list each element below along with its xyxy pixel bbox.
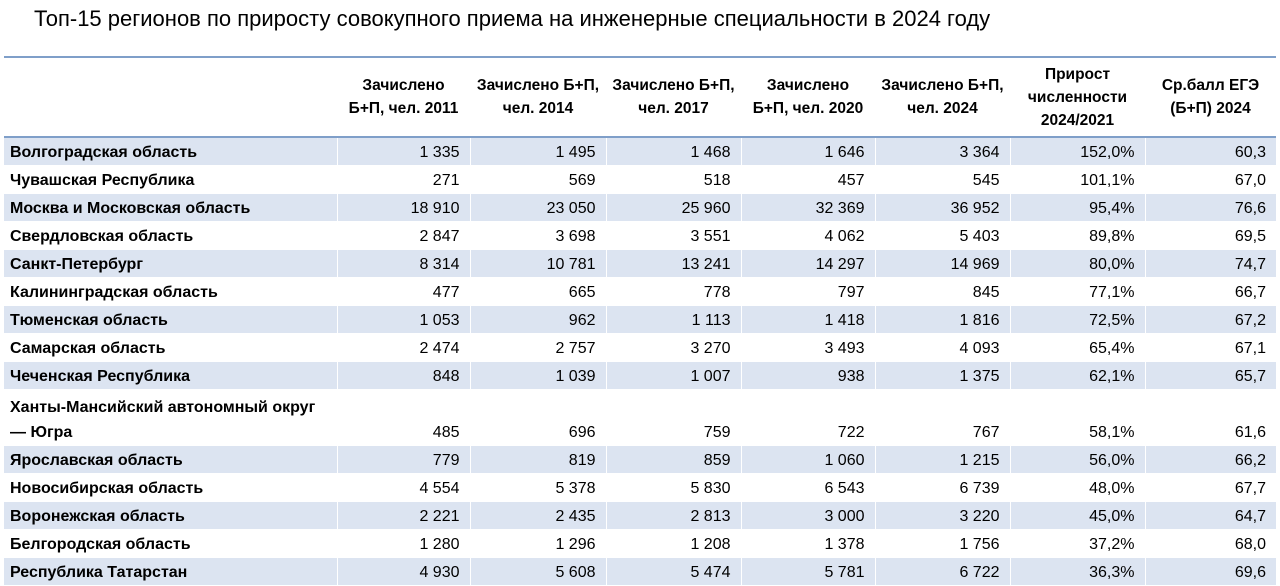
cell-enrolled-2017: 5 474 bbox=[606, 557, 741, 585]
cell-enrolled-2020: 1 378 bbox=[741, 529, 875, 557]
cell-enrolled-2011: 4 554 bbox=[337, 473, 470, 501]
table-row bbox=[4, 249, 1276, 277]
table-row bbox=[4, 305, 1276, 333]
cell-ege-score: 74,7 bbox=[1145, 249, 1276, 277]
table-row bbox=[4, 361, 1276, 389]
cell-enrolled-2014: 962 bbox=[470, 305, 606, 333]
cell-ege-score: 61,6 bbox=[1145, 389, 1276, 445]
table-row bbox=[4, 557, 1276, 585]
cell-enrolled-2014: 665 bbox=[470, 277, 606, 305]
cell-growth-percent: 72,5% bbox=[1010, 305, 1145, 333]
cell-ege-score: 67,1 bbox=[1145, 333, 1276, 361]
cell-enrolled-2020: 32 369 bbox=[741, 193, 875, 221]
cell-enrolled-2017: 1 007 bbox=[606, 361, 741, 389]
cell-enrolled-2014: 569 bbox=[470, 165, 606, 193]
cell-enrolled-2017: 1 113 bbox=[606, 305, 741, 333]
cell-growth-percent: 77,1% bbox=[1010, 277, 1145, 305]
cell-growth-percent: 95,4% bbox=[1010, 193, 1145, 221]
cell-enrolled-2024: 545 bbox=[875, 165, 1010, 193]
cell-enrolled-2017: 518 bbox=[606, 165, 741, 193]
cell-ege-score: 68,0 bbox=[1145, 529, 1276, 557]
cell-enrolled-2011: 779 bbox=[337, 445, 470, 473]
cell-growth-percent: 152,0% bbox=[1010, 137, 1145, 165]
cell-region-name: Новосибирская область bbox=[4, 473, 337, 501]
table-row bbox=[4, 193, 1276, 221]
header-row bbox=[4, 57, 1276, 137]
cell-ege-score: 65,7 bbox=[1145, 361, 1276, 389]
cell-enrolled-2024: 767 bbox=[875, 389, 1010, 445]
cell-growth-percent: 89,8% bbox=[1010, 221, 1145, 249]
cell-enrolled-2017: 859 bbox=[606, 445, 741, 473]
cell-enrolled-2017: 13 241 bbox=[606, 249, 741, 277]
cell-enrolled-2011: 1 053 bbox=[337, 305, 470, 333]
cell-growth-percent: 37,2% bbox=[1010, 529, 1145, 557]
cell-ege-score: 69,6 bbox=[1145, 557, 1276, 585]
cell-enrolled-2017: 5 830 bbox=[606, 473, 741, 501]
table-row bbox=[4, 277, 1276, 305]
table-row bbox=[4, 501, 1276, 529]
cell-enrolled-2011: 18 910 bbox=[337, 193, 470, 221]
cell-ege-score: 67,0 bbox=[1145, 165, 1276, 193]
table-row bbox=[4, 333, 1276, 361]
cell-enrolled-2017: 778 bbox=[606, 277, 741, 305]
page-title: Топ-15 регионов по приросту совокупного приема на инженерные специальности в 2024 году bbox=[34, 6, 991, 31]
cell-growth-percent: 45,0% bbox=[1010, 501, 1145, 529]
cell-enrolled-2011: 1 335 bbox=[337, 137, 470, 165]
cell-enrolled-2014: 819 bbox=[470, 445, 606, 473]
cell-ege-score: 69,5 bbox=[1145, 221, 1276, 249]
cell-region-name: Чувашская Республика bbox=[4, 165, 337, 193]
header-2024: Зачислено Б+П, чел. 2024 bbox=[875, 57, 1010, 137]
cell-enrolled-2024: 6 722 bbox=[875, 557, 1010, 585]
cell-enrolled-2017: 3 270 bbox=[606, 333, 741, 361]
cell-enrolled-2014: 1 296 bbox=[470, 529, 606, 557]
header-2014: Зачислено Б+П, чел. 2014 bbox=[470, 57, 606, 137]
cell-enrolled-2014: 1 495 bbox=[470, 137, 606, 165]
table-row bbox=[4, 389, 1276, 445]
cell-enrolled-2020: 3 000 bbox=[741, 501, 875, 529]
cell-enrolled-2014: 5 378 bbox=[470, 473, 606, 501]
cell-enrolled-2020: 5 781 bbox=[741, 557, 875, 585]
cell-enrolled-2017: 2 813 bbox=[606, 501, 741, 529]
header-region bbox=[4, 57, 337, 137]
cell-enrolled-2011: 2 474 bbox=[337, 333, 470, 361]
cell-enrolled-2024: 1 375 bbox=[875, 361, 1010, 389]
cell-enrolled-2014: 3 698 bbox=[470, 221, 606, 249]
cell-enrolled-2014: 1 039 bbox=[470, 361, 606, 389]
cell-ege-score: 64,7 bbox=[1145, 501, 1276, 529]
cell-enrolled-2011: 8 314 bbox=[337, 249, 470, 277]
cell-region-name: Ханты-Мансийский автономный округ — Югра bbox=[4, 389, 337, 445]
cell-enrolled-2024: 3 364 bbox=[875, 137, 1010, 165]
cell-enrolled-2020: 797 bbox=[741, 277, 875, 305]
cell-enrolled-2011: 4 930 bbox=[337, 557, 470, 585]
cell-region-name: Республика Татарстан bbox=[4, 557, 337, 585]
table-row bbox=[4, 473, 1276, 501]
cell-enrolled-2017: 25 960 bbox=[606, 193, 741, 221]
header-2011: Зачислено Б+П, чел. 2011 bbox=[337, 57, 470, 137]
cell-ege-score: 67,7 bbox=[1145, 473, 1276, 501]
cell-enrolled-2011: 271 bbox=[337, 165, 470, 193]
cell-ege-score: 76,6 bbox=[1145, 193, 1276, 221]
cell-enrolled-2024: 1 756 bbox=[875, 529, 1010, 557]
cell-growth-percent: 36,3% bbox=[1010, 557, 1145, 585]
cell-enrolled-2011: 477 bbox=[337, 277, 470, 305]
cell-growth-percent: 80,0% bbox=[1010, 249, 1145, 277]
cell-enrolled-2014: 696 bbox=[470, 389, 606, 445]
header-ege-score: Ср.балл ЕГЭ (Б+П) 2024 bbox=[1145, 57, 1276, 137]
cell-enrolled-2014: 23 050 bbox=[470, 193, 606, 221]
cell-region-name: Свердловская область bbox=[4, 221, 337, 249]
cell-enrolled-2011: 848 bbox=[337, 361, 470, 389]
table-row bbox=[4, 529, 1276, 557]
cell-enrolled-2017: 759 bbox=[606, 389, 741, 445]
cell-region-name: Калининградская область bbox=[4, 277, 337, 305]
regions-table bbox=[4, 56, 1276, 586]
table-row bbox=[4, 221, 1276, 249]
cell-region-name: Волгоградская область bbox=[4, 137, 337, 165]
cell-enrolled-2024: 6 739 bbox=[875, 473, 1010, 501]
cell-ege-score: 60,3 bbox=[1145, 137, 1276, 165]
cell-region-name: Чеченская Республика bbox=[4, 361, 337, 389]
cell-region-name: Белгородская область bbox=[4, 529, 337, 557]
cell-enrolled-2020: 457 bbox=[741, 165, 875, 193]
cell-enrolled-2020: 1 646 bbox=[741, 137, 875, 165]
header-2020: Зачислено Б+П, чел. 2020 bbox=[741, 57, 875, 137]
cell-enrolled-2011: 1 280 bbox=[337, 529, 470, 557]
cell-enrolled-2020: 14 297 bbox=[741, 249, 875, 277]
cell-region-name: Санкт-Петербург bbox=[4, 249, 337, 277]
cell-ege-score: 66,7 bbox=[1145, 277, 1276, 305]
cell-region-name: Тюменская область bbox=[4, 305, 337, 333]
cell-growth-percent: 65,4% bbox=[1010, 333, 1145, 361]
cell-enrolled-2024: 845 bbox=[875, 277, 1010, 305]
cell-enrolled-2020: 1 060 bbox=[741, 445, 875, 473]
cell-enrolled-2014: 2 757 bbox=[470, 333, 606, 361]
cell-enrolled-2017: 1 208 bbox=[606, 529, 741, 557]
cell-enrolled-2020: 4 062 bbox=[741, 221, 875, 249]
cell-enrolled-2011: 485 bbox=[337, 389, 470, 445]
cell-region-name: Москва и Московская область bbox=[4, 193, 337, 221]
cell-enrolled-2024: 5 403 bbox=[875, 221, 1010, 249]
cell-enrolled-2020: 3 493 bbox=[741, 333, 875, 361]
cell-enrolled-2011: 2 221 bbox=[337, 501, 470, 529]
header-growth: Прирост численности 2024/2021 bbox=[1010, 57, 1145, 137]
cell-enrolled-2024: 36 952 bbox=[875, 193, 1010, 221]
cell-enrolled-2024: 14 969 bbox=[875, 249, 1010, 277]
cell-growth-percent: 56,0% bbox=[1010, 445, 1145, 473]
cell-enrolled-2020: 1 418 bbox=[741, 305, 875, 333]
cell-region-name: Воронежская область bbox=[4, 501, 337, 529]
cell-enrolled-2017: 1 468 bbox=[606, 137, 741, 165]
cell-enrolled-2020: 722 bbox=[741, 389, 875, 445]
cell-enrolled-2011: 2 847 bbox=[337, 221, 470, 249]
cell-region-name: Ярославская область bbox=[4, 445, 337, 473]
table-row bbox=[4, 445, 1276, 473]
table-row bbox=[4, 165, 1276, 193]
cell-enrolled-2024: 4 093 bbox=[875, 333, 1010, 361]
cell-enrolled-2020: 6 543 bbox=[741, 473, 875, 501]
cell-enrolled-2014: 2 435 bbox=[470, 501, 606, 529]
cell-enrolled-2024: 3 220 bbox=[875, 501, 1010, 529]
cell-enrolled-2024: 1 816 bbox=[875, 305, 1010, 333]
cell-growth-percent: 48,0% bbox=[1010, 473, 1145, 501]
cell-growth-percent: 101,1% bbox=[1010, 165, 1145, 193]
cell-enrolled-2014: 10 781 bbox=[470, 249, 606, 277]
cell-region-name: Самарская область bbox=[4, 333, 337, 361]
cell-enrolled-2024: 1 215 bbox=[875, 445, 1010, 473]
cell-enrolled-2020: 938 bbox=[741, 361, 875, 389]
cell-growth-percent: 62,1% bbox=[1010, 361, 1145, 389]
table-row bbox=[4, 137, 1276, 165]
cell-ege-score: 66,2 bbox=[1145, 445, 1276, 473]
header-2017: Зачислено Б+П, чел. 2017 bbox=[606, 57, 741, 137]
cell-growth-percent: 58,1% bbox=[1010, 389, 1145, 445]
cell-ege-score: 67,2 bbox=[1145, 305, 1276, 333]
cell-enrolled-2017: 3 551 bbox=[606, 221, 741, 249]
cell-enrolled-2014: 5 608 bbox=[470, 557, 606, 585]
